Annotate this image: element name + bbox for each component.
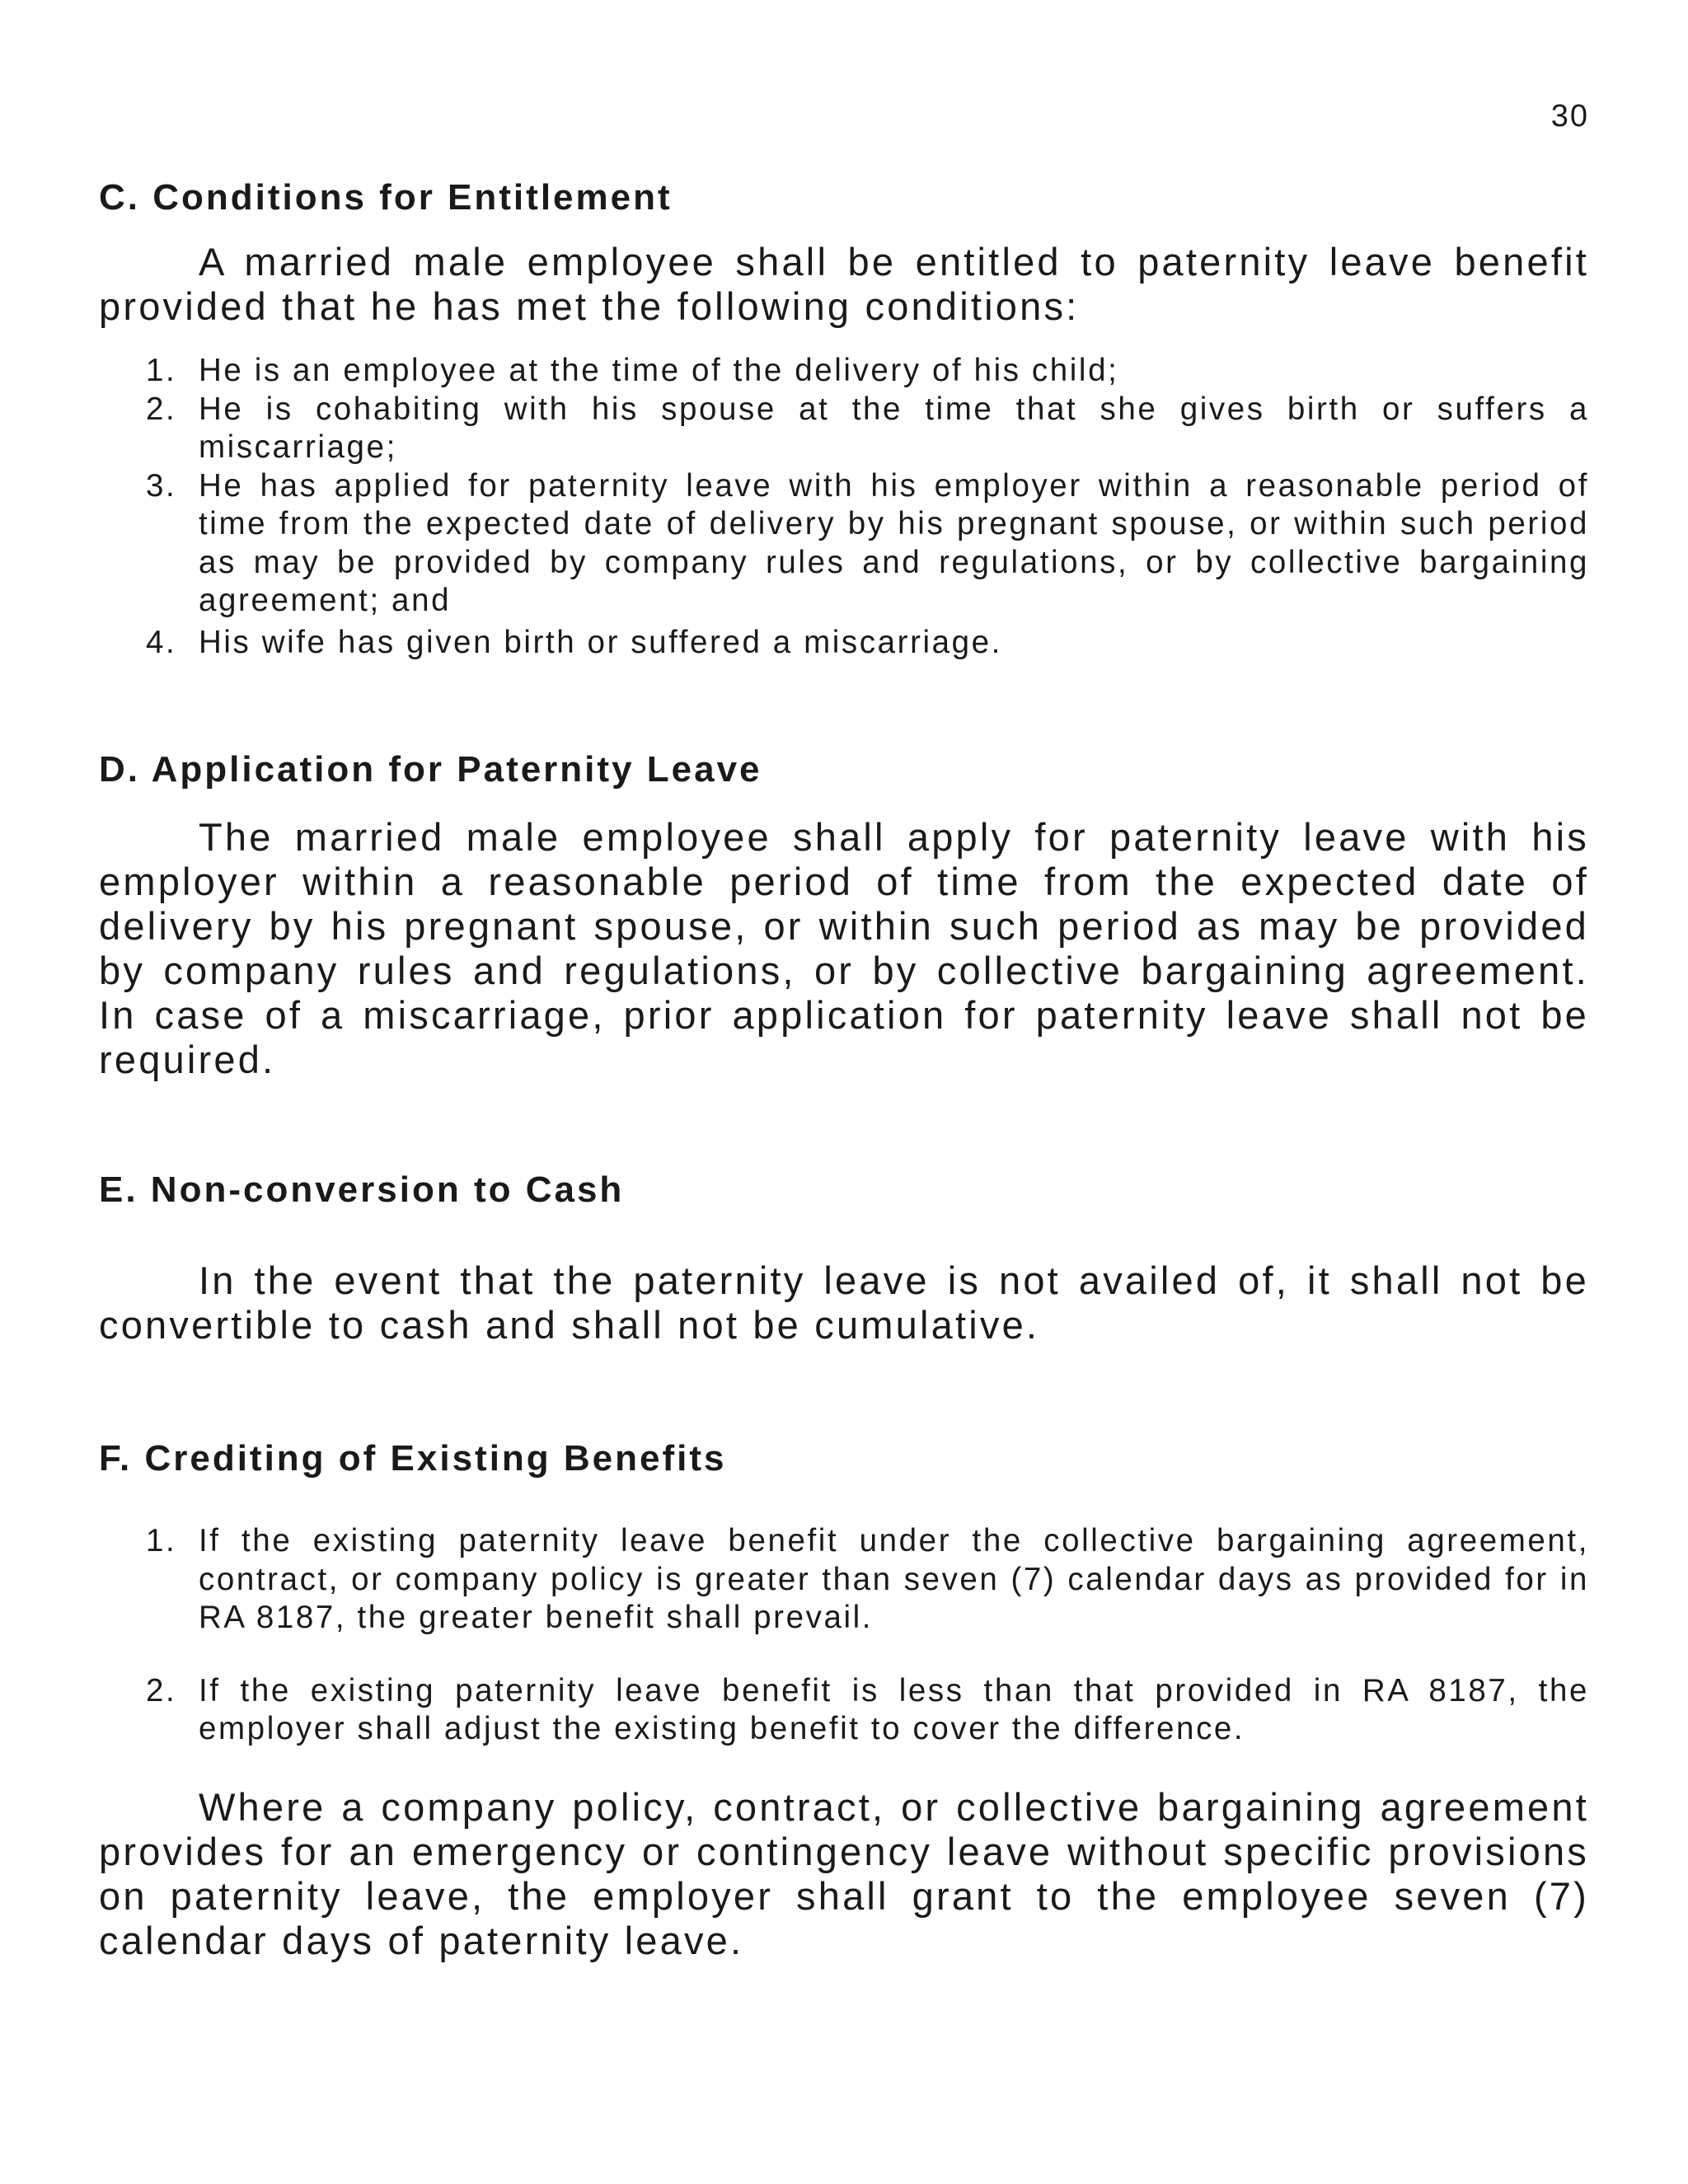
section-intro-paragraph: A married male employee shall be entitled to paternity leave benefit provided that he has met the following conditions: bbox=[99, 240, 1589, 328]
benefits-list bbox=[99, 1522, 1589, 1749]
section-heading: E. Non-conversion to Cash bbox=[99, 1169, 625, 1210]
list-item bbox=[99, 352, 1589, 391]
list-item-number: 3. bbox=[146, 467, 177, 504]
list-item-number: 1. bbox=[146, 1523, 177, 1558]
list-item bbox=[99, 391, 1589, 467]
list-item bbox=[99, 1522, 1589, 1638]
list-item-text: If the existing paternity leave benefit is less than that provided in RA 8187, the employer shall adjust the existing benefit to cover the difference. bbox=[199, 1672, 1589, 1746]
list-item-text: His wife has given birth or suffered a miscarriage. bbox=[199, 624, 1002, 660]
list-item-text: If the existing paternity leave benefit under the collective bargaining agreement, contract, or company policy is greater than seven (7) calendar days as provided for in RA 8187, the greater benefit shall prevail. bbox=[199, 1523, 1589, 1635]
list-item-number: 4. bbox=[146, 624, 177, 660]
section-crediting-of-existing-benefits bbox=[99, 1438, 1589, 1963]
section-paragraph: In the event that the paternity leave is not availed of, it shall not be convertible to cash and shall not be cumulative. bbox=[99, 1258, 1589, 1347]
list-item-number: 1. bbox=[146, 353, 177, 388]
list-item-text: He is an employee at the time of the delivery of his child; bbox=[199, 353, 1119, 388]
page-number: 30 bbox=[1550, 99, 1589, 134]
list-item bbox=[99, 624, 1589, 663]
list-item bbox=[99, 1672, 1589, 1749]
list-item-text: He is cohabiting with his spouse at the time that she gives birth or suffers a miscarriage; bbox=[199, 391, 1589, 465]
section-paragraph: Where a company policy, contract, or collective bargaining agreement provides for an emergency or contingency leave without specific provisions on paternity leave, the employer shall grant to the employee seven (7) calendar days of paternity leave. bbox=[99, 1784, 1589, 1962]
conditions-list bbox=[99, 352, 1589, 662]
list-item bbox=[99, 467, 1589, 621]
list-item-text: He has applied for paternity leave with his employer within a reasonable period of time from the expected date of delivery by his pregnant spouse, or within such period as may be provided by company rules and regulations, or by collective bargaining agreement; and bbox=[199, 467, 1589, 618]
document-body bbox=[99, 169, 1589, 1963]
section-non-conversion-to-cash bbox=[99, 1169, 1589, 1347]
section-heading: C. Conditions for Entitlement bbox=[99, 177, 673, 218]
list-item-number: 2. bbox=[146, 1672, 177, 1708]
section-heading: D. Application for Paternity Leave bbox=[99, 749, 762, 790]
list-item-number: 2. bbox=[146, 391, 177, 427]
section-conditions-for-entitlement bbox=[99, 177, 1589, 662]
section-heading: F. Crediting of Existing Benefits bbox=[99, 1438, 727, 1479]
section-application-for-paternity-leave bbox=[99, 749, 1589, 1082]
section-paragraph: The married male employee shall apply for paternity leave with his employer within a reasonable period of time from the expected date of delivery by his pregnant spouse, or within such period as may be provided by company rules and regulations, or by collective bargaining agreement. In case of a miscarriage, prior application for paternity leave shall not be required. bbox=[99, 815, 1589, 1081]
